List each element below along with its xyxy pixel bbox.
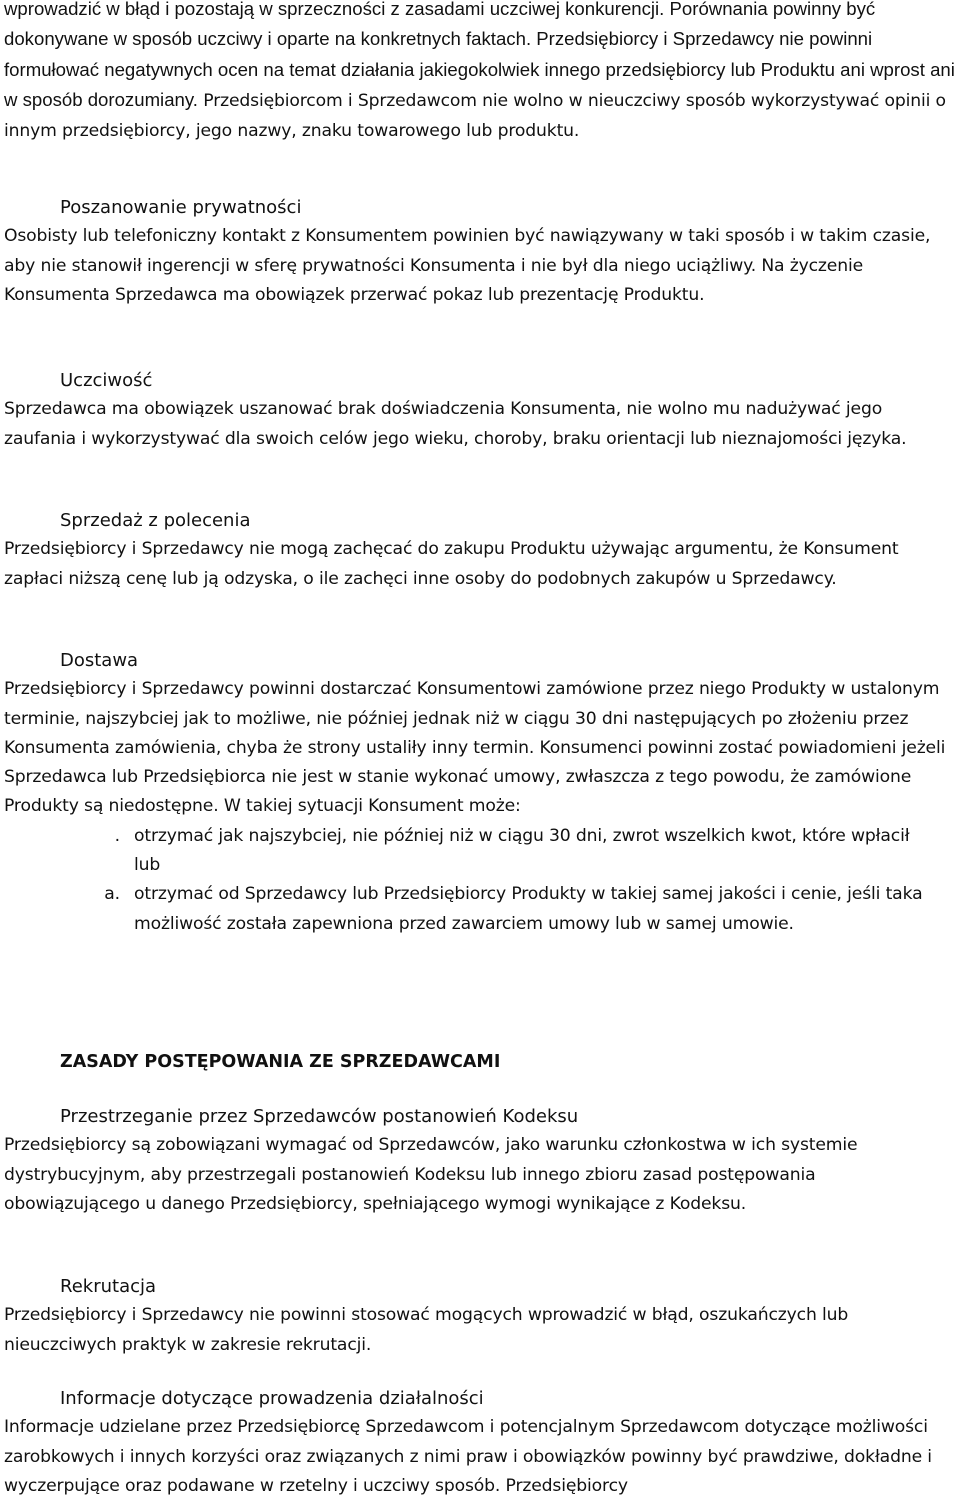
list-item-text: otrzymać jak najszybciej, nie później niż w ciągu 30 dni, zwrot wszelkich kwot, które wpłacił [134, 825, 910, 846]
section-honesty [4, 366, 956, 454]
referral-body: Przedsiębiorcy i Sprzedawcy nie mogą zachęcać do zakupu Produktu używając argumentu, że Konsument zapłaci niższą cenę lub ją odzyska, o ile zachęci inne osoby do podobnych zakupów u Sprzedawcy. [4, 539, 899, 589]
intro-text-a: wprowadzić w błąd i pozostają w sprzeczności z zasadami uczciwej konkurencji. Porównania powinny być dokonywane w sposób uczciwy i oparte na konkretnych faktach. Przedsiębiorcy i Sprzedawcy nie powinni formułować negatywnych ocen na temat działania jakiegokolwiek innego przedsiębiorcy lub Produktu ani wprost ani w sposób dorozumiany. [4, 0, 955, 110]
privacy-heading: Poszanowanie prywatności [60, 197, 302, 218]
privacy-body: Osobisty lub telefoniczny kontakt z Konsumentem powinien być nawiązywany w taki sposób i w takim czasie, aby nie stanowił ingerencji w sferę prywatności Konsumenta i nie był dla niego uciążliwy. Na życzenie Konsumenta Sprzedawca ma obowiązek przerwać pokaz lub prezentację Produktu. [4, 226, 931, 305]
business-info-body: Informacje udzielane przez Przedsiębiorcę Sprzedawcom i potencjalnym Sprzedawcom dotyczące możliwości zarobkowych i innych korzyści oraz związanych z nimi praw i obowiązków powinny być prawdziwe, dokładne i wyczerpujące oraz podawane w rzetelny i uczciwy sposób. Przedsiębiorcy [4, 1417, 932, 1496]
section-privacy [4, 193, 956, 310]
referral-heading: Sprzedaż z polecenia [60, 510, 251, 531]
list-item [4, 822, 956, 881]
section-business-info [4, 1384, 956, 1501]
business-info-heading: Informacje dotyczące prowadzenia działalności [60, 1388, 484, 1409]
section-compliance [4, 1102, 956, 1219]
delivery-heading: Dostawa [60, 650, 139, 671]
list-marker: a. [104, 884, 120, 905]
intro-text-b: Przedsiębiorcom i Sprzedawcom nie wolno w nieuczciwy sposób wykorzystywać opinii o innym przedsiębiorcy, jego nazwy, znaku towarowego lub produktu. [4, 90, 946, 142]
compliance-body: Przedsiębiorcy są zobowiązani wymagać od Sprzedawców, jako warunku członkostwa w ich systemie dystrybucyjnym, aby przestrzegali postanowień Kodeksu lub innego zbioru zasad postępowania obowiązującego u danego Przedsiębiorcy, spełniającego wymogi wynikające z Kodeksu. [4, 1135, 858, 1214]
section-rules-heading [4, 1048, 956, 1077]
honesty-heading: Uczciwość [60, 370, 153, 391]
recruitment-heading: Rekrutacja [60, 1276, 157, 1297]
section-recruitment [4, 1272, 956, 1360]
section-delivery [4, 646, 956, 939]
intro-paragraph [4, 0, 956, 146]
recruitment-body: Przedsiębiorcy i Sprzedawcy nie powinni stosować mogących wprowadzić w błąd, oszukańczych lub nieuczciwych praktyk w zakresie rekrutacji. [4, 1305, 849, 1355]
honesty-body: Sprzedawca ma obowiązek uszanować brak doświadczenia Konsumenta, nie wolno mu nadużywać jego zaufania i wykorzystywać dla swoich celów jego wieku, choroby, braku orientacji lub nieznajomości języka. [4, 399, 907, 449]
compliance-heading: Przestrzeganie przez Sprzedawców postanowień Kodeksu [60, 1106, 579, 1127]
list-item [4, 880, 956, 939]
delivery-body: Przedsiębiorcy i Sprzedawcy powinni dostarczać Konsumentowi zamówione przez niego Produkty w ustalonym terminie, najszybciej jak to możliwe, nie później jednak niż w ciągu 30 dni następujących po złożeniu przez Konsumenta zamówienia, chyba że strony ustaliły inny termin. Konsumenci powinni zostać powiadomieni jeżeli Sprzedawca lub Przedsiębiorca nie jest w stanie wykonać umowy, zwłaszcza z tego powodu, że zamówione Produkty są niedostępne. W takiej sytuacji Konsument może: [4, 679, 946, 817]
list-item-text: otrzymać od Sprzedawcy lub Przedsiębiorcy Produkty w takiej samej jakości i cenie, jeśli taka możliwość została zapewniona przed zawarciem umowy lub w samej umowie. [134, 884, 923, 934]
rules-heading: ZASADY POSTĘPOWANIA ZE SPRZEDAWCAMI [60, 1052, 501, 1072]
list-item-extra: lub [134, 855, 161, 876]
section-referral [4, 506, 956, 594]
list-marker: . [114, 825, 120, 846]
